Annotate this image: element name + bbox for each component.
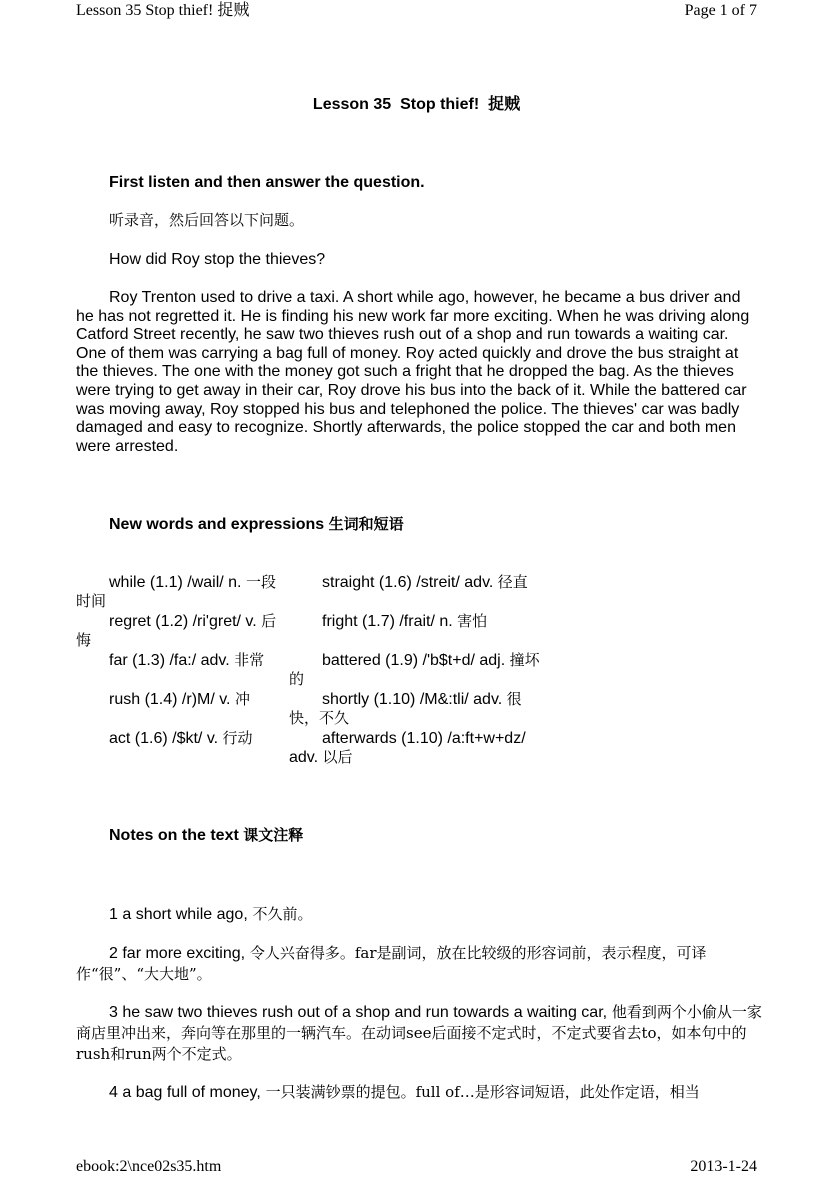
- vocab-entry: while (1.1) /wail/ n. 一段时间: [76, 573, 276, 610]
- vocab-heading-en: New words and expressions: [109, 516, 325, 533]
- notes-heading: [109, 826, 303, 845]
- vocab-heading-zh: 生词和短语: [328, 515, 404, 533]
- instruction-en: First listen and then answer the question.: [109, 174, 425, 191]
- note-item: 1 a short while ago, 不久前。: [109, 905, 313, 923]
- passage: Roy Trenton used to drive a taxi. A short while ago, however, he became a bus driver and he has not regretted it. He is finding his new work far more exciting. When he was driving along Catford Street recently, he saw two thieves rush out of a shop and run towards a waiting car. One of them was carrying a bag full of money. Roy acted quickly and drove the bus straight at the thieves. The one with the money got such a fright that he dropped the bag. As the thieves were trying to get away in their car, Roy drove his bus into the back of it. While the battered car was moving away, Roy stopped his bus and telephoned the police. The thieves' car was badly damaged and easy to recognize. Shortly afterwards, the police stopped the car and both men were arrested.: [76, 289, 750, 455]
- vocab-entry: rush (1.4) /r)M/ v. 冲: [109, 690, 250, 708]
- question: How did Roy stop the thieves?: [109, 251, 326, 268]
- vocab-entry: shortly (1.10) /M&:tli/ adv. 很快，不久: [289, 690, 522, 727]
- vocab-entry: act (1.6) /$kt/ v. 行动: [109, 729, 253, 747]
- vocab-entry: battered (1.9) /'b$t+d/ adj. 撞坏的: [289, 651, 540, 688]
- vocab-entry: fright (1.7) /frait/ n. 害怕: [322, 612, 488, 630]
- instruction-zh: 听录音，然后回答以下问题。: [109, 211, 305, 229]
- page-footer-date: 2013-1-24: [690, 1158, 757, 1175]
- vocab-entry: straight (1.6) /streit/ adv. 径直: [322, 573, 528, 591]
- vocab-entry: far (1.3) /fa:/ adv. 非常: [109, 651, 265, 669]
- vocab-entry: regret (1.2) /ri'gret/ v. 后悔: [76, 612, 277, 649]
- note-item: 4 a bag full of money, 一只装满钞票的提包。full of…是形容词短语，此处作定语，相当: [109, 1083, 700, 1101]
- note-item: 2 far more exciting, 令人兴奋得多。far是副词，放在比较级的形容词前，表示程度，可译作“很”、“大大地”。: [76, 944, 707, 983]
- notes-heading-zh: 课文注释: [243, 826, 304, 844]
- page-number: Page 1 of 7: [684, 2, 757, 19]
- vocab-entry: afterwards (1.10) /a:ft+w+dz/ adv. 以后: [289, 730, 526, 766]
- lesson-title: [0, 95, 833, 114]
- page-header-title: Lesson 35 Stop thief! 捉贼: [76, 2, 250, 19]
- vocab-heading: [109, 515, 404, 534]
- lesson-title-zh: 捉贼: [488, 96, 521, 113]
- lesson-title-en: Lesson 35 Stop thief!: [312, 96, 480, 113]
- note-item: 3 he saw two thieves rush out of a shop and run towards a waiting car, 他看到两个小偷从一家商店里冲出来，奔向等在那里的一辆汽车。在动词see后面接不定式时，不定式要省去to，如本句中的rush和run两个不定式。: [76, 1003, 762, 1063]
- notes-heading-en: Notes on the text: [109, 827, 239, 844]
- page-footer-path: ebook:2\nce02s35.htm: [76, 1158, 222, 1175]
